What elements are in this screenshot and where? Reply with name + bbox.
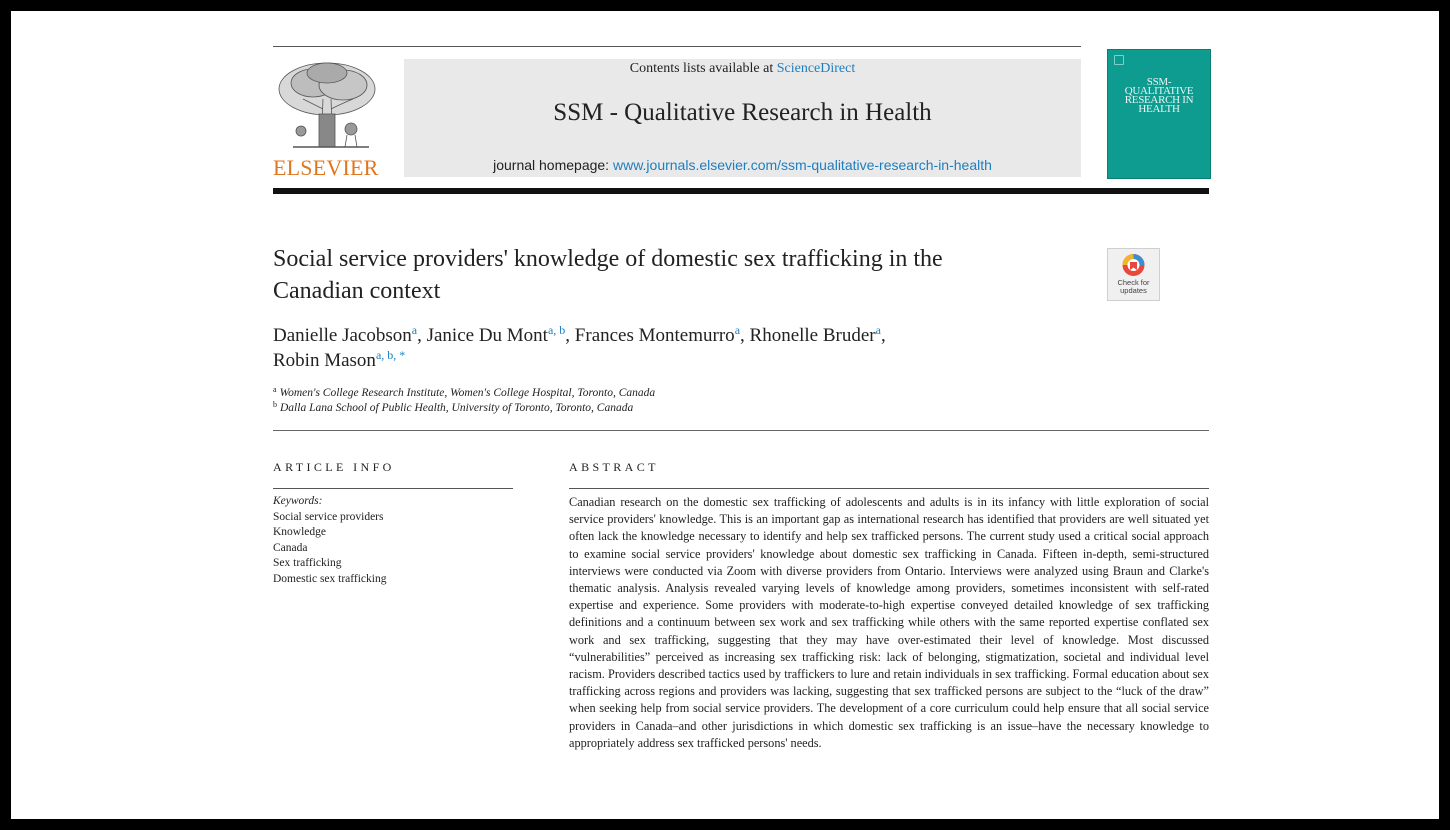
author-affil-ref[interactable]: a, b, *	[375, 348, 406, 362]
author[interactable]	[575, 325, 740, 346]
check-updates-line-1: Check for	[1117, 278, 1150, 287]
header-top-rule	[273, 46, 1081, 47]
title-line-1: Social service providers' knowledge of domestic sex trafficking in the	[273, 246, 943, 272]
sciencedirect-link[interactable]: ScienceDirect	[776, 61, 856, 76]
journal-title: SSM - Qualitative Research in Health	[553, 99, 932, 126]
article-info-heading: ARTICLE INFO	[273, 460, 395, 474]
affiliation-text: Dalla Lana School of Public Health, University of Toronto, Toronto, Canada	[280, 402, 634, 414]
author[interactable]	[750, 325, 881, 346]
keywords-block	[273, 494, 513, 587]
keywords-label: Keywords:	[273, 495, 323, 507]
elsevier-wordmark: ELSEVIER	[273, 155, 379, 180]
journal-homepage-link[interactable]: www.journals.elsevier.com/ssm-qualitative-research-in-health	[612, 157, 992, 173]
title-line-2: Canadian context	[273, 278, 441, 304]
author-list	[273, 323, 1093, 373]
author-name: Rhonelle Bruder	[749, 325, 876, 346]
keyword-item[interactable]: Sex trafficking	[273, 557, 342, 569]
affiliation-key: b	[273, 400, 277, 409]
affiliation-item	[273, 386, 973, 401]
elsevier-tree-icon	[273, 59, 381, 153]
homepage-line	[404, 157, 1081, 173]
cover-title: SSM- QUALITATIVE RESEARCH IN HEALTH	[1124, 76, 1194, 115]
author[interactable]	[427, 325, 566, 346]
article-info-rule	[273, 488, 513, 489]
homepage-prefix: journal homepage:	[493, 157, 613, 173]
author-affil-ref[interactable]: a, b	[547, 323, 566, 337]
journal-cover-thumbnail[interactable]	[1107, 49, 1211, 179]
elsevier-logo[interactable]	[273, 59, 381, 181]
author-name: Frances Montemurro	[574, 325, 735, 346]
check-updates-line-2: updates	[1120, 286, 1147, 295]
keyword-item[interactable]: Canada	[273, 541, 308, 554]
keyword-item[interactable]: Knowledge	[273, 526, 327, 538]
article-page	[11, 11, 1439, 819]
keyword-item[interactable]: Domestic sex trafficking	[273, 572, 387, 585]
check-updates-label	[1108, 279, 1159, 295]
author-name: Janice Du Mont	[426, 325, 548, 346]
affiliation-item	[273, 401, 973, 416]
author-affil-ref[interactable]: a	[411, 323, 418, 337]
author-name: Danielle Jacobson	[273, 325, 412, 346]
check-for-updates-badge[interactable]	[1107, 248, 1160, 301]
cover-logo-icon	[1114, 55, 1124, 65]
author-affil-ref[interactable]: a	[734, 323, 741, 337]
author-name: Robin Mason	[273, 350, 376, 371]
author[interactable]	[273, 350, 405, 371]
affiliation-text: Women's College Research Institute, Women's College Hospital, Toronto, Canada	[279, 387, 656, 399]
abstract-text: Canadian research on the domestic sex trafficking of adolescents and adults is in its infancy with little exploration of social service providers' knowledge. This is an important gap as international research has identified that providers are well situated yet often lack the knowledge necessary to identify and help sex trafficked persons. The current study used a critical social approach to examine social service providers' knowledge about domestic sex trafficking in Canada. Fifteen in-depth, semi-structured interviews were conducted via Zoom with diverse providers from Ontario. Interviews were analyzed using Braun and Clarke's thematic analysis. Analysis revealed varying levels of knowledge among providers, sometimes inconsistent with self-rated expertise and experience. Some providers with moderate-to-high expertise conveyed detailed knowledge of sex trafficking definitions and a continuum between sex work and sex trafficking while others with the same reported expertise conflated sex work and sex trafficking, suggesting that they may have over-estimated their level of knowledge. Most discussed “vulnerabilities” perceived as increasing sex trafficking risk: lack of belonging, stigmatization, societal and individual level racism. Providers described tactics used by traffickers to lure and retain individuals in sex trafficking. Formal education about sex trafficking across regions and providers was lacking, suggesting that sex trafficked persons are subject to the “luck of the draw” when seeking help from social service providers. The development of a core curriculum could help ensure that all social service providers in Canada–and other jurisdictions in which domestic sex trafficking is an issue–have the necessary knowledge to appropriately address sex trafficked persons' needs.	[569, 495, 1209, 750]
keyword-item[interactable]: Social service providers	[273, 510, 384, 523]
abstract-heading: ABSTRACT	[569, 460, 659, 474]
author-affil-ref[interactable]: a	[875, 323, 881, 337]
author-separator: ,	[740, 325, 750, 346]
author-separator: ,	[880, 325, 886, 346]
author[interactable]	[273, 325, 417, 346]
affiliation-list	[273, 386, 973, 416]
article-title	[273, 243, 1073, 307]
author-separator: ,	[565, 325, 575, 346]
abstract-rule	[569, 488, 1209, 489]
header-bottom-rule	[273, 188, 1209, 194]
contents-prefix: Contents lists available at	[629, 61, 777, 76]
contents-line	[404, 61, 1081, 77]
author-separator: ,	[417, 325, 427, 346]
journal-masthead	[404, 59, 1081, 177]
affiliation-key: a	[273, 385, 277, 394]
section-divider	[273, 430, 1209, 431]
check-updates-icon	[1108, 249, 1159, 279]
